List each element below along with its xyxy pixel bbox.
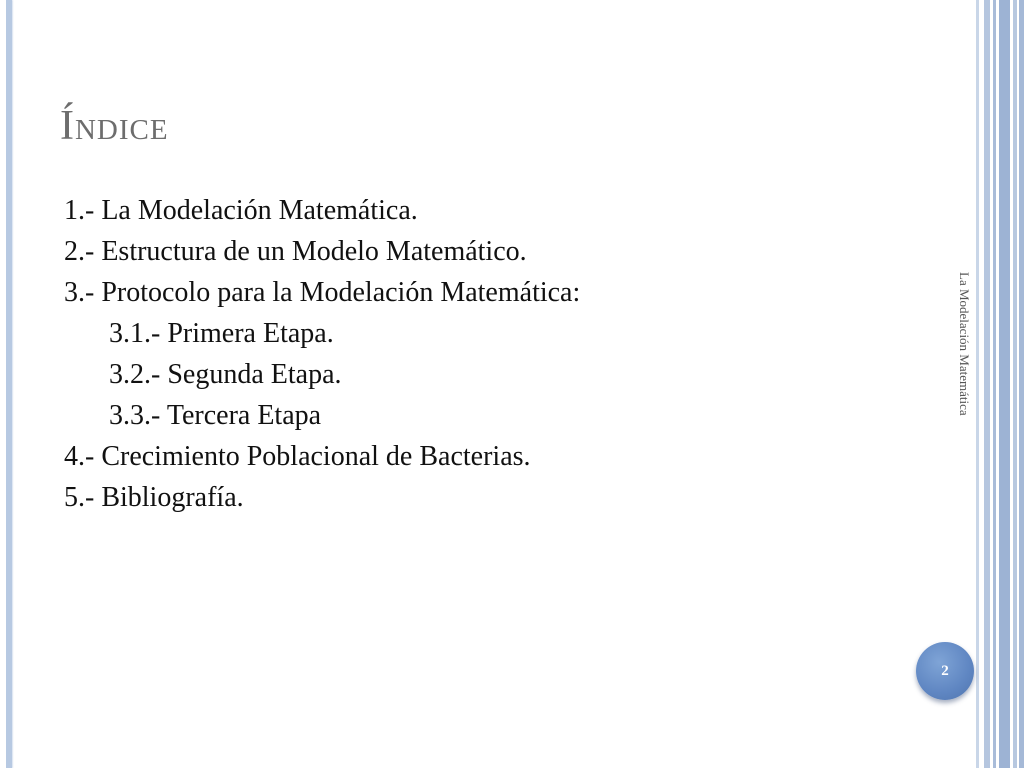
stripe — [1019, 0, 1024, 768]
page-number: 2 — [941, 662, 949, 679]
toc-item: 2.- Estructura de un Modelo Matemático. — [64, 236, 527, 267]
toc-item: 5.- Bibliografía. — [64, 482, 244, 513]
presentation-side-label: La Modelación Matemática — [957, 272, 972, 416]
stripe — [1013, 0, 1017, 768]
toc-item: 4.- Crecimiento Poblacional de Bacterias. — [64, 441, 531, 472]
toc-subitem: 3.3.- Tercera Etapa — [109, 400, 322, 431]
toc-item: 3.- Protocolo para la Modelación Matemática: — [64, 277, 581, 308]
stripe — [976, 0, 979, 768]
toc-item: 1.- La Modelación Matemática. — [64, 195, 418, 226]
right-stripes-decoration — [976, 0, 1024, 768]
stripe — [993, 0, 996, 768]
stripe — [999, 0, 1010, 768]
slide-title: Índice — [60, 103, 169, 149]
table-of-contents — [64, 190, 580, 518]
toc-subitem: 3.1.- Primera Etapa. — [109, 318, 334, 349]
page-number-badge — [916, 642, 974, 700]
toc-subitem: 3.2.- Segunda Etapa. — [109, 359, 342, 390]
stripe — [984, 0, 990, 768]
left-border-decoration — [6, 0, 12, 768]
